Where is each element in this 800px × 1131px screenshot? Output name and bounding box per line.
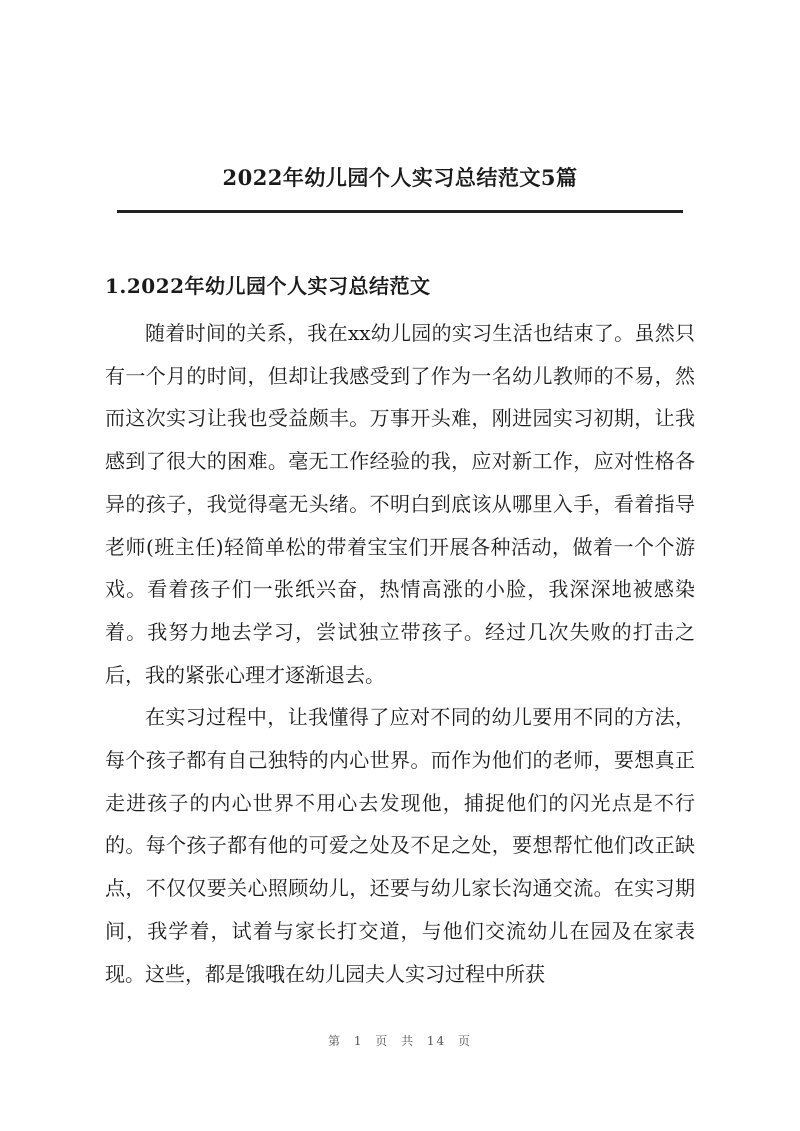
paragraph-1: 随着时间的关系，我在xx幼儿园的实习生活也结束了。虽然只有一个月的时间，但却让我感受到了作为一名幼儿教师的不易，然而这次实习让我也受益颇丰。万事开头难，刚进园实习初期，让我感到了很大的困难。毫无工作经验的我，应对新工作，应对性格各异的孩子，我觉得毫无头绪。不明白到底该从哪里入手，看着指导老师(班主任)轻简单松的带着宝宝们开展各种活动，做着一个个游戏。看着孩子们一张纸兴奋，热情高涨的小脸，我深深地被感染着。我努力地去学习，尝试独立带孩子。经过几次失败的打击之后，我的紧张心理才逐渐退去。 xyxy=(105,321,695,687)
section-heading: 1.2022年幼儿园个人实习总结范文 xyxy=(105,274,431,298)
title-divider xyxy=(117,210,683,213)
document-title: 2022年幼儿园个人实习总结范文5篇 xyxy=(222,165,578,190)
paragraph-2: 在实习过程中，让我懂得了应对不同的幼儿要用不同的方法，每个孩子都有自己独特的内心世界。而作为他们的老师，要想真正走进孩子的内心世界不用心去发现他，捕捉他们的闪光点是不行的。每个孩子都有他的可爱之处及不足之处，要想帮忙他们改正缺点，不仅仅要关心照顾幼儿，还要与幼儿家长沟通交流。在实习期间，我学着，试着与家长打交道，与他们交流幼儿在园及在家表现。这些，都是饿哦在幼儿园夫人实习过程中所获 xyxy=(105,705,695,986)
body-text xyxy=(105,312,695,995)
page-footer: 第 1 页 共 14 页 xyxy=(328,1034,472,1048)
